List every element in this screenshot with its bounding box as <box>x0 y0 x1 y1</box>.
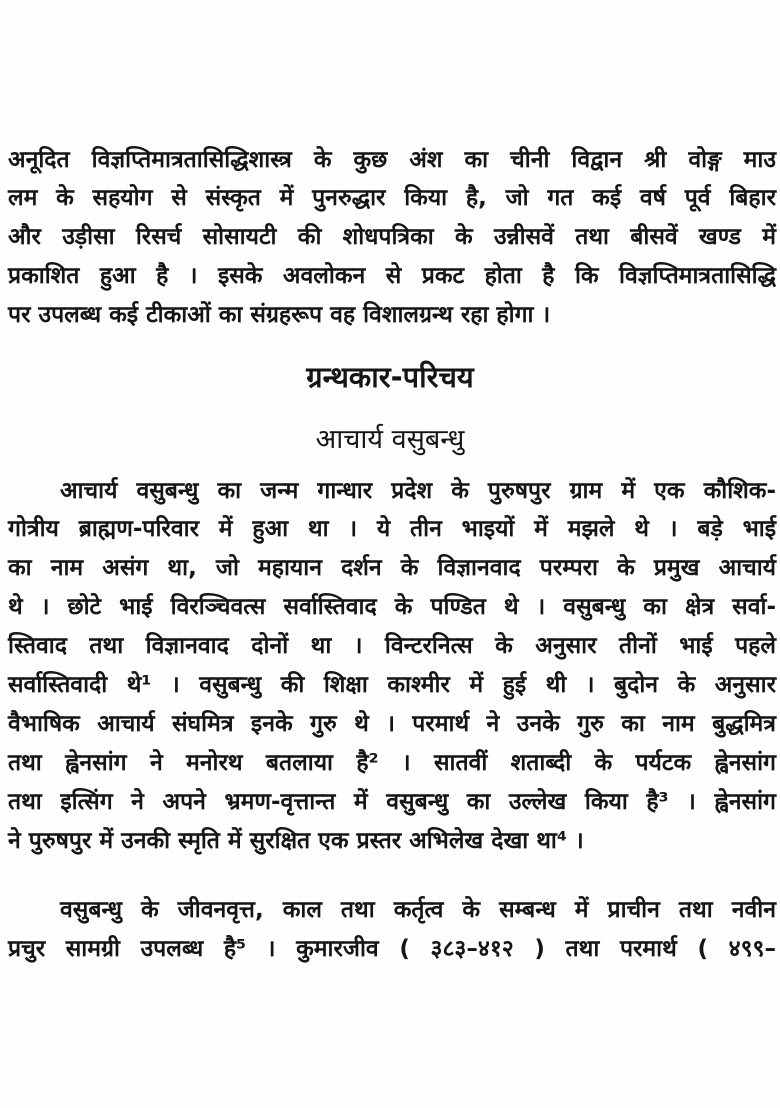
text-line: प्रकाशित हुआ है । इसके अवलोकन से प्रकट होता है कि विज्ञप्तिमात्रतासिद्धि <box>8 263 776 289</box>
text-line: थे । छोटे भाई विरञ्चिवत्स सर्वास्तिवाद के पण्डित थे । वसुबन्धु का क्षेत्र सर्वा- <box>8 594 776 620</box>
text-line: आचार्य वसुबन्धु का जन्म गान्धार प्रदेश के पुरुषपुर ग्राम में एक कौशिक- <box>60 478 776 504</box>
text-line: स्तिवाद तथा विज्ञानवाद दोनों था । विन्टरनित्स के अनुसार तीनों भाई पहले <box>8 633 776 659</box>
text-line: सर्वास्तिवादी थे¹ । वसुबन्धु की शिक्षा काश्मीर में हुई थी । बुदोन के अनुसार <box>8 672 776 698</box>
text-line: तथा ह्वेनसांग ने मनोरथ बतलाया है² । सातवीं शताब्दी के पर्यटक ह्वेनसांग <box>8 750 776 776</box>
text-line: तथा इत्सिंग ने अपने भ्रमण-वृत्तान्त में वसुबन्धु का उल्लेख किया है³ । ह्वेनसांग <box>8 789 776 815</box>
text-line: पर उपलब्ध कई टीकाओं का संग्रहरूप वह विशालग्रन्थ रहा होगा । <box>8 302 551 328</box>
text-line: अनूदित विज्ञप्तिमात्रतासिद्धिशास्त्र के कुछ अंश का चीनी विद्वान श्री वोङ्ग माउ <box>8 147 776 173</box>
text-line: वसुबन्धु के जीवनवृत्त, काल तथा कर्तृत्व के सम्बन्ध में प्राचीन तथा नवीन <box>60 897 776 923</box>
text-line: गोत्रीय ब्राह्मण-परिवार में हुआ था । ये तीन भाइयों में मझले थे । बड़े भाई <box>8 516 776 542</box>
text-line: और उड़ीसा रिसर्च सोसायटी की शोधपत्रिका के उन्नीसवें तथा बीसवें खण्ड में <box>8 224 776 250</box>
text-line: लम के सहयोग से संस्कृत में पुनरुद्धार किया है, जो गत कई वर्ष पूर्व बिहार <box>8 185 776 211</box>
section-heading: ग्रन्थकार-परिचय <box>306 360 474 394</box>
text-line: वैभाषिक आचार्य संघमित्र इनके गुरु थे । परमार्थ ने उनके गुरु का नाम बुद्धमित्र <box>8 711 776 737</box>
text-line: प्रचुर सामग्री उपलब्ध है⁵ । कुमारजीव ( ३८३–४१२ ) तथा परमार्थ ( ४९९– <box>8 936 776 962</box>
text-line: का नाम असंग था, जो महायान दर्शन के विज्ञानवाद परम्परा के प्रमुख आचार्य <box>8 555 776 581</box>
section-subheading: आचार्य वसुबन्धु <box>315 424 465 455</box>
text-line: ने पुरुषपुर में उनकी स्मृति में सुरक्षित एक प्रस्तर अभिलेख देखा था⁴ । <box>8 828 584 854</box>
